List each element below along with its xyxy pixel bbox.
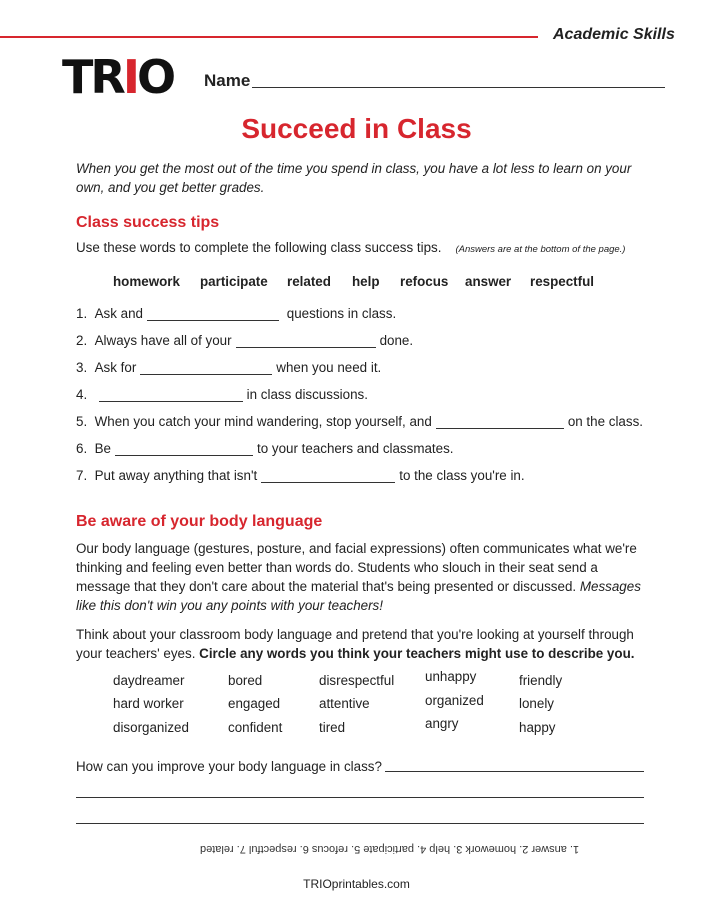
tip-item-4: 4. in class discussions. [76,387,368,402]
tip-item-1: 1. Ask and questions in class. [76,306,397,321]
fill-blank[interactable] [140,361,272,375]
describe-word[interactable]: happy [519,720,556,735]
header-rule [0,36,538,38]
describe-word[interactable]: organized [425,693,484,708]
answer-line[interactable] [385,771,644,772]
answer-line[interactable] [76,823,644,824]
tip-item-5: 5. When you catch your mind wandering, stop yourself, and on the class. [76,414,643,429]
word-bank-item: help [352,274,380,289]
name-field[interactable] [252,87,665,88]
describe-word[interactable]: engaged [228,696,281,711]
fill-blank[interactable] [147,307,279,321]
body-language-paragraph: Our body language (gestures, posture, and facial expressions) often communicates what we're thinking and feeling even better than words do. Students who slouch in their seat send a message that they don't care about the material that's being presented or discussed. Messages like this don't win you any points with your teachers! [76,541,641,613]
fill-blank[interactable] [436,415,564,429]
answer-line[interactable] [76,797,644,798]
fill-blank[interactable] [261,469,395,483]
describe-word[interactable]: tired [319,720,346,735]
describe-word[interactable]: lonely [519,696,554,711]
fill-blank[interactable] [236,334,376,348]
trio-logo: TRIO [62,50,174,104]
describe-word[interactable]: confident [228,720,283,735]
tip-item-2: 2. Always have all of your done. [76,333,414,348]
fill-blank[interactable] [99,388,243,402]
improve-question: How can you improve your body language in class? [76,759,382,774]
word-bank-item: answer [465,274,512,289]
describe-word[interactable]: disrespectful [319,673,395,688]
fill-blank[interactable] [115,442,253,456]
answer-key: 1. answer 2. homework 3. help 4. participate 5. refocus 6. respectful 7. related [200,843,580,855]
describe-word[interactable]: disorganized [113,720,189,735]
word-bank-item: refocus [400,274,449,289]
word-bank-item: participate [200,274,268,289]
tip-item-6: 6. Be to your teachers and classmates. [76,441,454,456]
tip-item-3: 3. Ask for when you need it. [76,360,382,375]
name-label: Name [204,71,251,90]
footer-url: TRIOprintables.com [303,877,410,891]
describe-word[interactable]: friendly [519,673,563,688]
describe-word[interactable]: daydreamer [113,673,185,688]
word-bank-item: related [287,274,331,289]
circle-instruction-paragraph: Think about your classroom body language and pretend that you're looking at yourself through your teachers' eyes. Circle any words you think your teachers might use to describe you. [76,627,635,661]
describe-word[interactable]: attentive [319,696,370,711]
tips-instruction: Use these words to complete the following class success tips. (Answers are at the bottom of the page.) [76,240,626,255]
word-bank-item: respectful [530,274,594,289]
tips-heading: Class success tips [76,214,220,231]
word-bank-item: homework [113,274,180,289]
body-language-heading: Be aware of your body language [76,513,323,530]
page-title: Succeed in Class [241,113,472,144]
answers-note: (Answers are at the bottom of the page.) [455,244,626,255]
tip-item-7: 7. Put away anything that isn't to the class you're in. [76,468,525,483]
describe-word[interactable]: hard worker [113,696,184,711]
describe-word[interactable]: angry [425,716,459,731]
describe-word[interactable]: unhappy [425,669,477,684]
intro-text: When you get the most out of the time you spend in class, you have a lot less to learn on your own, and you get better grades. [76,161,632,195]
describe-word[interactable]: bored [228,673,263,688]
section-tag: Academic Skills [553,26,675,43]
